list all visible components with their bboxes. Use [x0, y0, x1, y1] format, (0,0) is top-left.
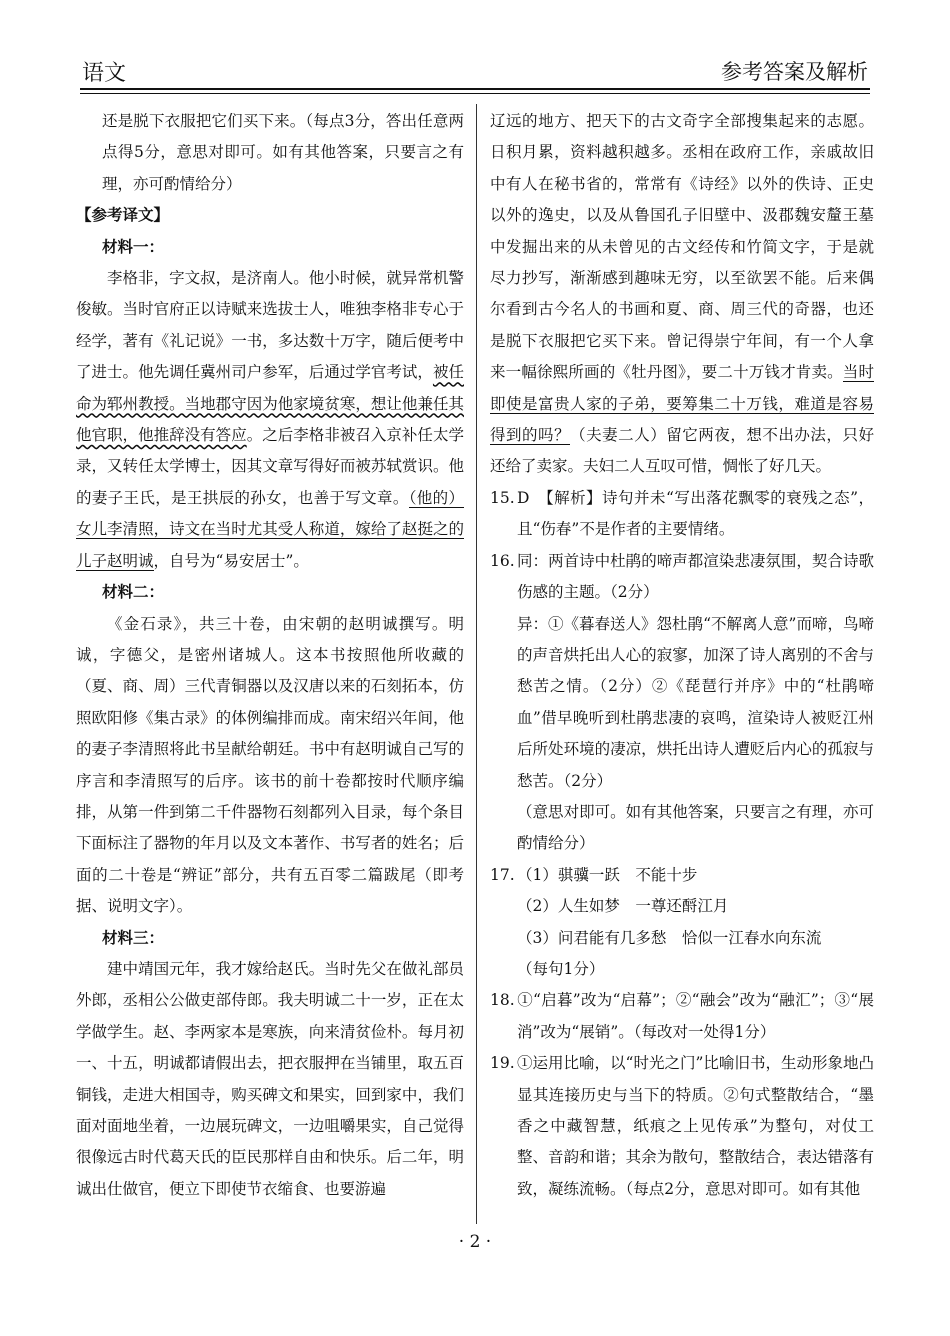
left-column	[76, 106, 464, 1205]
question-19-answer: ①运用比喻，以“时光之门”比喻旧书，生动形象地凸显其连接历史与当下的特质。②句式整散结合，“墨香之中藏智慧，纸痕之上见传承”为整句，对仗工整、音韵和谐；其余为散句，整散结合，表达错落有致，凝练流畅。（每点2分，意思对即可。如有其他	[517, 1054, 874, 1198]
material-1-paragraph	[76, 263, 464, 577]
question-17-scoring: （每句1分）	[517, 959, 605, 978]
question-15-number: 15.	[490, 488, 515, 507]
question-18-answer: ①“启暮”改为“启幕”；②“融会”改为“融汇”；③“展消”改为“展销”。（每改对一处得1分）	[517, 991, 874, 1041]
question-17	[490, 860, 874, 891]
question-15-answer: D 【解析】诗句并未“写出落花飘零的衰残之态”，且“伤春”不是作者的主要情绪。	[517, 488, 874, 539]
material-3-text-a: 辽远的地方、把天下的古文奇字全部搜集起来的志愿。日积月累，资料越积越多。丞相在政府工作，亲戚故旧中有人在秘书省的，常常有《诗经》以外的佚诗、正史以外的逸史，以及从鲁国孔子旧壁中、汲郡魏安釐王墓中发掘出来的从未曾见的古文经传和竹简文字，于是就尽力抄写，渐渐感到趣味无穷，以至欲罢不能。后来偶尔看到古今名人的书画和夏、商、周三代的奇器，也还是脱下衣服把它买下来。曾记得崇宁年间，有一个人拿来一幅徐熙所画的《牡丹图》，要二十万钱才肯卖。	[490, 112, 874, 382]
material-1-underline: （他的）女儿李清照，诗文在当时尤其受人称道，嫁给了赵挺之的儿子赵明诚	[76, 488, 464, 570]
question-17-line-2: （2）人生如梦 一尊还酹江月	[517, 897, 729, 916]
question-18	[490, 985, 874, 1048]
question-15	[490, 483, 874, 546]
question-16-difference: 异：①《暮春送人》怨杜鹃“不解离人意”而啼，鸟啼的声音烘托出人心的寂寥，加深了诗人离别的不舍与愁苦之情。（2分）②《琵琶行并序》中的“杜鹃啼血”借早晚听到杜鹃悲凄的哀鸣，渲染诗人被贬江州后所处环境的凄凉，烘托出诗人遭贬后内心的孤寂与愁苦。（2分）	[517, 614, 874, 790]
question-17-line-3: （3）问君能有几多愁 恰似一江春水向东流	[517, 928, 822, 947]
question-16-note: （意思对即可。如有其他答案，只要言之有理，亦可酌情给分）	[517, 802, 874, 853]
subject-label: 语文	[82, 61, 127, 86]
question-19-number: 19.	[490, 1054, 515, 1073]
material-2-heading: 材料二：	[102, 583, 165, 602]
material-1-text-a: 李格非，字文叔，是济南人。他小时候，就异常机警俊敏。当时官府正以诗赋来选拔士人，唯独李格非专心于经学，著有《礼记说》一书，多达数十万字，随后便考中了进士。他先调任冀州司户参军，后通过学官考试，	[76, 269, 464, 382]
question-17-number: 17.	[490, 865, 515, 884]
right-column	[490, 106, 874, 1205]
question-19	[490, 1048, 874, 1205]
material-2-paragraph: 《金石录》，共三十卷，由宋朝的赵明诚撰写。明诚，字德父，是密州诸城人。这本书按照他所收藏的（夏、商、周）三代青铜器以及汉唐以来的石刻拓本，仿照欧阳修《集古录》的体例编排而成。南宋绍兴年间，他的妻子李清照将此书呈献给朝廷。书中有赵明诚自己写的序言和李清照写的后序。该书的前十卷都按时代顺序编排，从第一件到第二千件器物石刻都列入目录，每个条目下面标注了器物的年月以及文本著作、书写者的姓名；后面的二十卷是“辨证”部分，共有五百零二篇跋尾（即考据、说明文字）。	[76, 614, 464, 916]
material-1-text-c: ，自号为“易安居士”。	[153, 551, 309, 570]
material-3-text-b: （夫妻二人）留它两夜，想不出办法，只好还给了卖家。夫妇二人互叹可惜，惆怅了好几天。	[490, 426, 874, 476]
question-18-number: 18.	[490, 991, 515, 1010]
material-1-text-b: 。之后李格非被召入京补任太学录，又转任太学博士，因其文章写得好而被苏轼赏识。他的妻子王氏，是王拱辰的孙女，也善于写文章。	[76, 426, 464, 507]
header-rule	[80, 88, 870, 90]
question-16	[490, 546, 874, 609]
material-1-heading: 材料一：	[102, 237, 165, 256]
translation-heading: 【参考译文】	[76, 206, 170, 225]
document-title: 参考答案及解析	[721, 60, 868, 84]
material-3-underline: 当时即使是富贵人家的子弟，要筹集二十万钱，难道是容易得到的吗？	[490, 363, 874, 445]
question-16-number: 16.	[490, 551, 515, 570]
material-1-wavy-underline: 被任命为郓州教授。当地郡守因为他家境贫寒，想让他兼任其他官职，他推辞没有答应	[76, 363, 464, 445]
material-3-paragraph: 建中靖国元年，我才嫁给赵氏。当时先父在做礼部员外郎，丞相公公做吏部侍郎。我夫明诚二十一岁，正在太学做学生。赵、李两家本是寒族，向来清贫俭朴。每月初一、十五，明诚都请假出去，把衣服押在当铺里，取五百铜钱，走进大相国寺，购买碑文和果实，回到家中，我们面对面地坐着，一边展玩碑文，一边咀嚼果实，自己觉得很像远古时代葛天氏的臣民那样自由和快乐。后二年，明诚出仕做官，便立下即使节衣缩食、也要游遍	[76, 959, 464, 1198]
question-16-similarity: 同：两首诗中杜鹃的啼声都渲染悲凄氛围，契合诗歌伤感的主题。（2分）	[517, 551, 874, 602]
page-header	[80, 52, 870, 88]
material-3-continuation	[490, 106, 874, 483]
header-rule-thin	[80, 93, 870, 94]
page-number: · 2 ·	[458, 1232, 492, 1252]
question-17-line-1: （1）骐骥一跃 不能十步	[517, 865, 698, 884]
answer-continuation: 还是脱下衣服把它们买下来。（每点3分，答出任意两点得5分，意思对即可。如有其他答案，只要言之有理，亦可酌情给分）	[102, 112, 464, 193]
column-divider	[476, 104, 477, 1224]
material-3-heading: 材料三：	[102, 928, 165, 947]
